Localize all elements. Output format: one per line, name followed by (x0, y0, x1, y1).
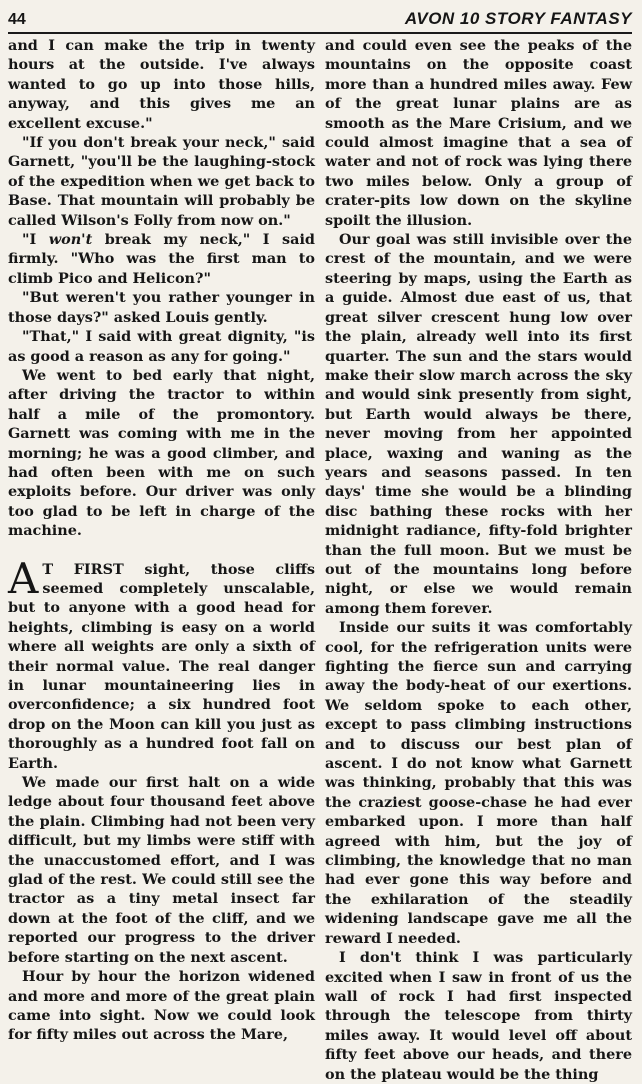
paragraph: "But weren't you rather younger in those days?" asked Louis gently. (8, 289, 315, 326)
section-opening-paragraph (8, 553, 315, 773)
paragraph: We made our first halt on a wide ledge about four thousand feet above the plain. Climbing had not been very difficult, but my limbs were stiff with the unaccustomed effort, and I was glad of the rest. We could still see the tractor as a tiny metal insect far down at the foot of the cliff, and we reported our progress to the driver before starting on the next ascent. (8, 774, 315, 966)
page-number: 44 (8, 11, 26, 28)
paragraph: We went to bed early that night, after driving the tractor to within half a mile of the promontory. Garnett was coming with me in the morning; he was a good climber, and had often been with me on such exploits before. Our driver was only too glad to be left in charge of the machine. (8, 366, 315, 540)
paragraph: Hour by hour the horizon widened and more and more of the great plain came into sight. Now we could look for fifty miles out across the Mare, (8, 968, 315, 1044)
paragraph: Our goal was still invisible over the crest of the mountain, and we were steering by maps, using the Earth as a guide. Almost due east of us, that great silver crescent hung low over the plain, already well into its first quarter. The sun and the stars would make their slow march across the sky and would sink presently from sight, but Earth would always be there, never moving from her appointed place, waxing and waning as the years and seasons passed. In ten days' time she would be a blinding disc bathing these rocks with her midnight radiance, fifty-fold brighter than the full moon. But we must be out of the mountains long before night, or else we would remain among them forever. (325, 231, 632, 617)
text-columns (8, 36, 632, 1083)
paragraph: and I can make the trip in twenty hours at the outside. I've always wanted to go up into those hills, anyway, and this gives me an excellent excuse." (8, 37, 315, 132)
drop-cap: A (8, 553, 39, 603)
small-caps-lead: T FIRST (42, 560, 124, 578)
paragraph: I don't think I was particularly excited when I saw in front of us the wall of rock I had first inspected through the telescope from thirty miles away. It would level off about fifty feet above our heads, and there on the plateau would be the thing (325, 949, 632, 1083)
paragraph: and could even see the peaks of the mountains on the opposite coast more than a hundred miles away. Few of the great lunar plains are as smooth as the Mare Crisium, and we could almost imagine that a sea of water and not of rock was lying there two miles below. Only a group of crater-pits low down on the skyline spoilt the illusion. (325, 37, 632, 229)
emphasis-text: won't (48, 231, 93, 249)
paragraph-text: break my neck," I said firmly. "Who was the first man to climb Pico and Helicon?" (8, 231, 315, 287)
paragraph (8, 230, 315, 288)
paragraph-text: sight, those cliffs seemed completely unscalable, but to anyone with a good head for heights, climbing is easy on a world where all weights are only a sixth of their normal value. The real danger in lunar mountaineering lies in overconfidence; a six hundred foot drop on the Moon can kill you just as thoroughly as a hundred foot fall on Earth. (8, 560, 315, 772)
paragraph: "If you don't break your neck," said Garnett, "you'll be the laughing-stock of the expedition when we get back to Base. That mountain will probably be called Wilson's Folly from now on." (8, 134, 315, 229)
running-title: AVON 10 STORY FANTASY (404, 9, 632, 28)
page-header (8, 2, 632, 34)
paragraph-text: "I (22, 231, 49, 249)
right-column (325, 36, 632, 1083)
paragraph: "That," I said with great dignity, "is as good a reason as any for going." (8, 328, 315, 365)
left-column (8, 36, 315, 1044)
paragraph: Inside our suits it was comfortably cool, for the refrigeration units were fighting the fierce sun and carrying away the body-heat of our exertions. We seldom spoke to each other, except to pass climbing instructions and to discuss our best plan of ascent. I do not know what Garnett was thinking, probably that this was the craziest goose-chase he had ever embarked upon. I more than half agreed with him, but the joy of climbing, the knowledge that no man had ever gone this way before and the exhilaration of the steadily widening landscape gave me all the reward I needed. (325, 619, 632, 947)
section-break (8, 541, 315, 560)
